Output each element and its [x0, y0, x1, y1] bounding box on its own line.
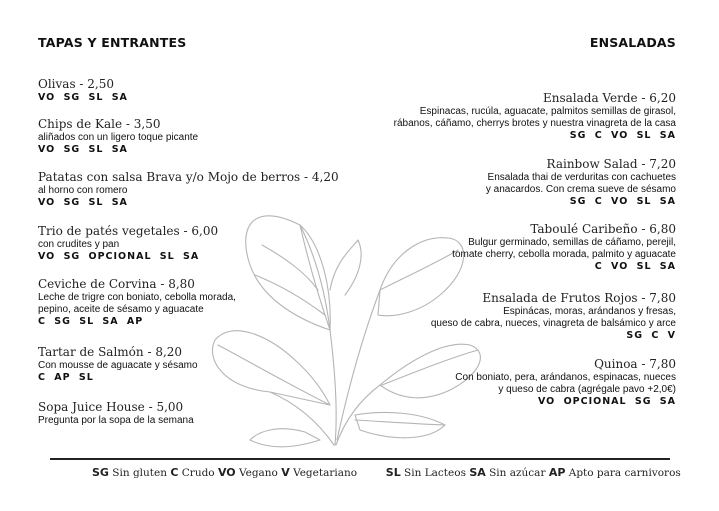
item-tags: SG C VO SL SA: [569, 196, 676, 207]
tapas-section-title: TAPAS Y ENTRANTES: [38, 35, 187, 50]
item-tags: SG C VO SL SA: [569, 130, 676, 141]
item-name: Ceviche de Corvina - 8,80: [38, 277, 195, 291]
legend-abbr: SG: [92, 466, 109, 479]
legend-text: Sin Lacteos: [404, 467, 466, 479]
legend-abbr: SL: [385, 466, 401, 479]
item-description: Espinácas, moras, arándanos y fresas,: [503, 306, 676, 317]
item-tags: C AP SL: [38, 372, 94, 383]
menu-item-trio-pates: [38, 224, 218, 263]
item-tags: VO SG SL SA: [38, 197, 128, 208]
legend-abbr: VO: [217, 466, 236, 479]
menu-item-ensalada-verde: [394, 91, 676, 142]
item-name: Trio de patés vegetales - 6,00: [38, 224, 219, 238]
item-description: con crudites y pan: [38, 239, 120, 250]
menu-item-ceviche: [38, 277, 236, 328]
item-tags: VO OPCIONAL SG SA: [538, 396, 676, 407]
footer-divider: [50, 458, 670, 460]
item-description: Con mousse de aguacate y sésamo: [38, 360, 198, 371]
item-name: Taboulé Caribeño - 6,80: [530, 222, 676, 236]
item-description: Con boniato, pera, arándanos, espinacas, nueces: [455, 372, 676, 383]
item-name: Ensalada de Frutos Rojos - 7,80: [482, 291, 676, 305]
item-description: aliñados con un ligero toque picante: [38, 132, 199, 143]
item-name: Sopa Juice House - 5,00: [38, 400, 184, 414]
item-description: rábanos, cáñamo, cherrys brotes y nuestra vinagreta de la casa: [393, 118, 676, 129]
menu-item-olivas: [38, 77, 128, 104]
item-name: Tartar de Salmón - 8,20: [38, 345, 183, 359]
menu-item-quinoa: [455, 357, 676, 408]
legend-text: Vegano: [238, 467, 278, 479]
menu-item-chips-kale: [38, 117, 198, 156]
item-description: y queso de cabra (agrégale pavo +2,0€): [498, 384, 676, 395]
item-tags: VO SG OPCIONAL SL SA: [38, 251, 200, 262]
item-description: al horno con romero: [38, 185, 128, 196]
item-name: Rainbow Salad - 7,20: [546, 157, 676, 171]
item-tags: C VO SL SA: [594, 261, 676, 272]
legend-text: Sin azúcar: [489, 467, 546, 479]
ensaladas-section-title: ENSALADAS: [589, 35, 676, 50]
menu-item-sopa: [38, 400, 194, 427]
item-name: Quinoa - 7,80: [594, 357, 676, 371]
legend-abbr: SA: [469, 466, 486, 479]
legend-text: Crudo: [181, 467, 215, 479]
item-description: Ensalada thai de verduritas con cachuetes: [487, 172, 676, 183]
item-tags: VO SG SL SA: [38, 144, 128, 155]
legend-abbr: V: [281, 466, 290, 479]
item-name: Ensalada Verde - 6,20: [542, 91, 676, 105]
menu-item-frutos-rojos: [431, 291, 676, 342]
menu-item-patatas: [38, 170, 339, 209]
item-description: y anacardos. Con crema sueve de sésamo: [485, 184, 676, 195]
menu-item-tartar-salmon: [38, 345, 198, 384]
item-description: Pregunta por la sopa de la semana: [38, 415, 194, 426]
legend-text: Vegetariano: [293, 467, 358, 479]
item-tags: C SG SL SA AP: [38, 316, 144, 327]
item-tags: SG C V: [626, 330, 676, 341]
menu-item-taboule: [452, 222, 676, 273]
item-description: Espinacas, rucúla, aguacate, palmitos semillas de girasol,: [419, 106, 676, 117]
legend-text: Sin gluten: [112, 467, 167, 479]
item-description: tomate cherry, cebolla morada, palmito y aguacate: [452, 249, 676, 260]
legend-text: Apto para carnivoros: [568, 467, 681, 479]
allergen-legend: [92, 466, 681, 479]
item-tags: VO SG SL SA: [38, 92, 128, 103]
item-name: Patatas con salsa Brava y/o Mojo de berros - 4,20: [38, 170, 339, 184]
legend-abbr: C: [170, 466, 179, 479]
item-name: Chips de Kale - 3,50: [38, 117, 161, 131]
item-name: Olivas - 2,50: [38, 77, 115, 91]
item-description: pepino, aceite de sésamo y aguacate: [38, 304, 204, 315]
menu-item-rainbow-salad: [486, 157, 676, 208]
legend-abbr: AP: [548, 466, 566, 479]
item-description: Bulgur germinado, semillas de cáñamo, perejil,: [468, 237, 676, 248]
item-description: Leche de trigre con boniato, cebolla morada,: [38, 292, 236, 303]
item-description: queso de cabra, nueces, vinagreta de balsámico y arce: [430, 318, 676, 329]
